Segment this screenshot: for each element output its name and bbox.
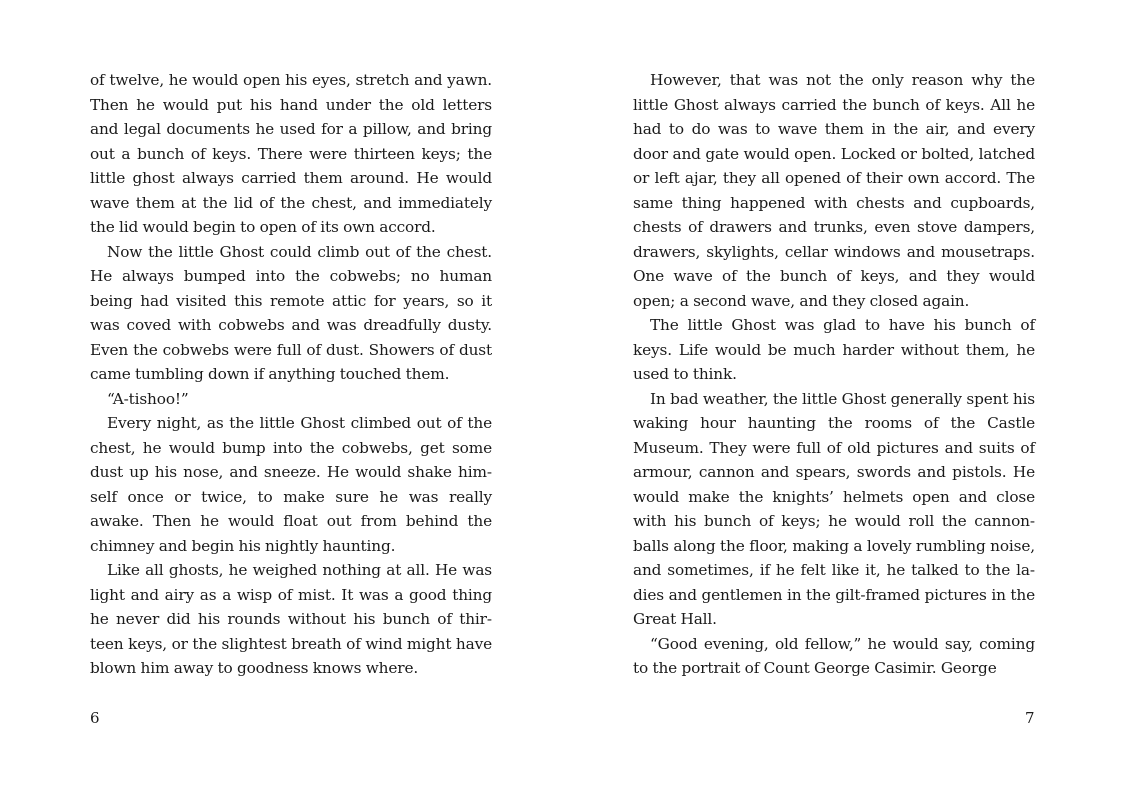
right-paragraph-1: However, that was not the only reason why the little Ghost always carried the bunch of keys. All he had to do was to wave them in the air, and every door and gate would open. Locked or bolted, latched or left ajar, they all opened of their own accord. The same thing happened with chests and cupboards, chests of drawers and trunks, even stove dampers, drawers, skylights, cellar windows and mousetraps. One wave of the bunch of keys, and they would open; a second wave, and they closed again. [633, 71, 1035, 310]
page-number-right: 7 [1025, 709, 1035, 727]
right-paragraph-3: In bad weather, the little Ghost generally spent his waking hour haunting the rooms of the Castle Museum. They were full of old pictures and suits of armour, cannon and spears, swords and pistols. He would make the knights’ helmets open and close with his bunch of keys; he would roll the cannonballs along the floor, making a lovely rumbling noise, and sometimes, if he felt like it, he talked to the ladies and gentlemen in the gilt-framed pictures in the Great Hall. [633, 389, 1035, 628]
left-paragraph-4: Every night, as the little Ghost climbed out of the chest, he would bump into the cobwebs, get some dust up his nose, and sneeze. He would shake himself once or twice, to make sure he was really awake. Then he would float out from behind the chimney and begin his nightly haunting. [90, 414, 492, 555]
right-paragraph-4: “Good evening, old fellow,” he would say, coming to the portrait of Count George Casimir. George [633, 634, 1035, 677]
left-paragraph-5: Like all ghosts, he weighed nothing at all. He was light and airy as a wisp of mist. It was a good thing he never did his rounds without his bunch of thirteen keys, or the slightest breath of wind might have blown him away to goodness knows where. [90, 561, 492, 677]
left-paragraph-1: of twelve, he would open his eyes, stretch and yawn. Then he would put his hand under the old letters and legal documents he used for a pillow, and bring out a bunch of keys. There were thirteen keys; the little ghost always carried them around. He would wave them at the lid of the chest, and immediately the lid would begin to open of its own accord. [90, 71, 492, 236]
left-paragraph-2: Now the little Ghost could climb out of the chest. He always bumped into the cobwebs; no human being had visited this remote attic for years, so it was coved with cobwebs and was dreadfully dusty. Even the cobwebs were full of dust. Showers of dust came tumbling down if anything touched them. [90, 242, 492, 383]
page-number-left: 6 [90, 709, 100, 727]
left-page [90, 68, 492, 681]
right-paragraph-2: The little Ghost was glad to have his bunch of keys. Life would be much harder without them, he used to think. [633, 316, 1035, 383]
right-page [633, 68, 1035, 681]
left-paragraph-3: “A-tishoo!” [107, 389, 189, 408]
